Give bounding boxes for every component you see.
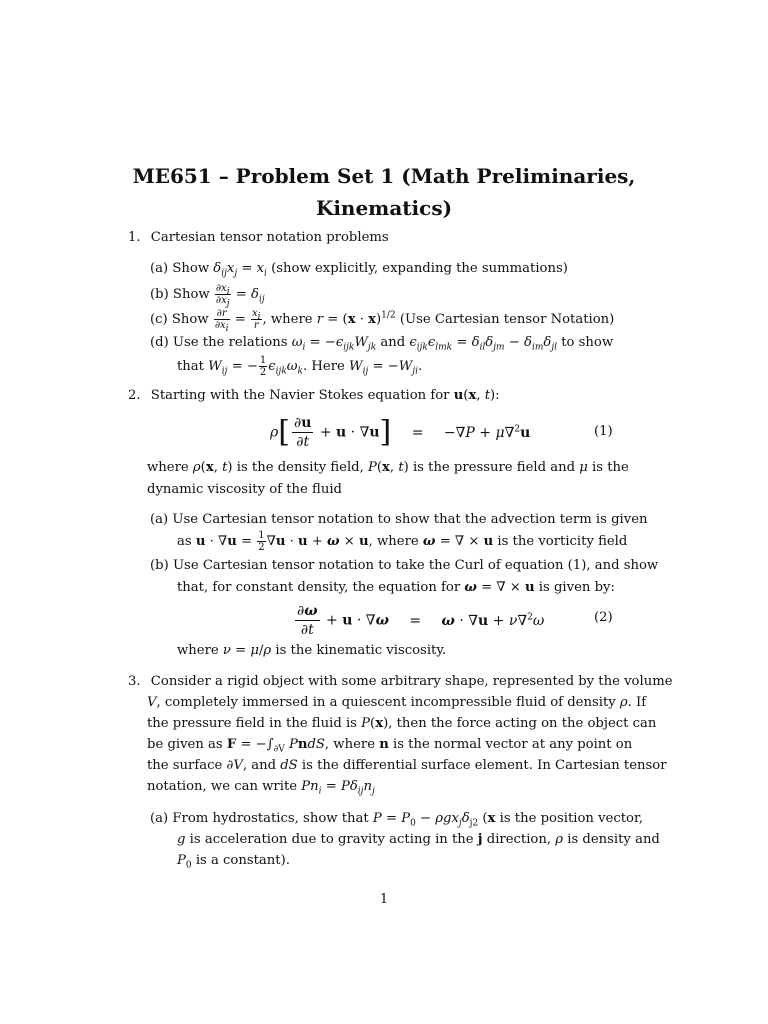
item-text: is the position vector, — [499, 811, 644, 826]
title-line-2: Kinematics) — [315, 196, 453, 220]
item-text: that — [177, 359, 204, 374]
problem-text: , where — [324, 737, 375, 752]
item-label: (b) — [150, 558, 169, 573]
item-text: that, for constant density, the equation for — [177, 580, 461, 595]
problem-text: . If — [627, 695, 647, 710]
equation-2: $\frac{\partial\omega}{\partial t}$ + u · ∇ω = ω · ∇u + ν∇$^2$ω — [297, 603, 545, 638]
problem-2-heading: 2. Starting with the Navier Stokes equation for u(x, t): — [128, 388, 500, 403]
item-text: From hydrostatics, show that — [172, 811, 369, 826]
problem-number: 1. — [128, 230, 141, 245]
item-text: Use Cartesian tensor notation to take the Curl of equation (1), and show — [172, 558, 659, 573]
problem-3-line2: V, completely immersed in a quiescent incompressible fluid of density ρ. If — [147, 695, 647, 710]
item-label: (a) — [150, 261, 169, 276]
item-text: (show explicitly, expanding the summations) — [271, 261, 568, 276]
page-title — [120, 160, 648, 224]
problem-2b-viscosity: where ν = μ/ρ is the kinematic viscosity. — [177, 643, 447, 658]
problem-text: the surface — [147, 758, 223, 773]
problem-2a — [150, 510, 648, 530]
page-number: 1 — [379, 892, 389, 907]
problem-1c: (c) Show $\frac{\partial r}{\partial x_i}$ = $\frac{x_i}{r}$ , where $r = (x \cdot x)^{1/2}$ (Use Cartesian tensor Notation) — [150, 308, 615, 334]
item-label: (a) — [150, 512, 169, 527]
problem-3-line1 — [128, 672, 673, 692]
item-text: is the vorticity field — [497, 534, 628, 549]
equation-1-number: (1) — [594, 424, 613, 439]
problem-3-line5: the surface ∂V, and dS is the differential surface element. In Cartesian tensor — [147, 758, 667, 773]
problem-3-line4: be given as $F = -\int_{\partial V}$ PndS, where n is the normal vector at any point on — [147, 737, 633, 755]
problem-2b — [150, 556, 658, 576]
problem-2a-line2: as u · ∇u = $\frac{1}{2}$ ∇u · u + ω × u, where ω = ∇ × u is the vorticity field — [177, 530, 628, 553]
problem-number: 2. — [128, 388, 141, 403]
item-text: is the kinematic viscosity. — [275, 643, 447, 658]
problem-3a-line3: $P_0$ is a constant). — [177, 853, 290, 871]
equation-2-number: (2) — [594, 610, 613, 625]
problem-3-line3: the pressure field in the fluid is P(x), then the force acting on the object can — [147, 716, 657, 731]
problem-2b-line2: that, for constant density, the equation for ω = ∇ × u is given by: — [177, 580, 615, 595]
problem-1b: (b) Show $\frac{\partial x_i}{\partial x_j}$ = $\delta_{ij}$ — [150, 283, 265, 309]
problem-1d: (d) Use the relations $\omega_i = -\epsilon_{ijk}W_{jk}$ and $\epsilon_{ijk}\epsilon_{lmk} = \delta_{il}\delta_{jm} - \delta_{im}\delta_{jl}$ to show — [150, 335, 614, 353]
problem-1-heading — [128, 228, 389, 248]
item-text: is a constant). — [195, 853, 290, 868]
problem-2-where-line2: dynamic viscosity of the fluid — [147, 482, 342, 497]
problem-3a: (a) From hydrostatics, show that $P = P_0 - \rho gx_j\delta_{j2}$ (x is the position vector, — [150, 811, 644, 829]
problem-text: Cartesian tensor notation problems — [150, 230, 389, 245]
item-label: (c) — [150, 312, 168, 327]
problem-text: is the differential surface element. In Cartesian tensor — [301, 758, 667, 773]
item-text: is acceleration due to gravity acting in the — [189, 832, 474, 847]
problem-text: the pressure field in the fluid is — [147, 716, 357, 731]
problem-text: Starting with the Navier Stokes equation for — [150, 388, 450, 403]
title-line-1: ME651 – Problem Set 1 (Math Preliminaries, — [132, 164, 636, 188]
problem-1a: (a) Show $\delta_{ij}x_j = x_i$ (show explicitly, expanding the summations) — [150, 261, 568, 279]
problem-text: is the normal vector at any point on — [393, 737, 633, 752]
item-text: to show — [561, 335, 614, 350]
problem-text: Consider a rigid object with some arbitrary shape, represented by the volume — [150, 674, 673, 689]
problem-text: , then the force acting on the object can — [388, 716, 657, 731]
problem-text: notation, we can write — [147, 779, 298, 794]
item-text: Use Cartesian tensor notation to show that the advection term is given — [172, 512, 648, 527]
problem-3a-line2: g is acceleration due to gravity acting in the j direction, ρ is density and — [177, 832, 660, 847]
problem-3-line6: notation, we can write $Pn_i = P\delta_{ij}n_j$ — [147, 779, 375, 797]
item-label: (d) — [150, 335, 169, 350]
problem-number: 3. — [128, 674, 141, 689]
item-text: is given by: — [538, 580, 615, 595]
item-text: is density and — [567, 832, 660, 847]
problem-text: , and — [242, 758, 277, 773]
item-label: (b) — [150, 287, 169, 302]
item-text: direction, — [486, 832, 552, 847]
problem-2-where: where ρ(x, t) is the density field, P(x, t) is the pressure field and μ is the — [147, 460, 629, 475]
equation-1: ρ[ $\frac{\partial u}{\partial t}$ + u · ∇u] = −∇P + μ∇$^2$u — [270, 414, 531, 450]
problem-1d-line2: that $W_{ij}$ = − $\frac{1}{2}$ $\epsilon_{ijk}\omega_k$. Here $W_{ij} = -W_{ji}$. — [177, 355, 423, 378]
problem-text: , completely immersed in a quiescent incompressible fluid of density — [156, 695, 616, 710]
item-label: (a) — [150, 811, 169, 826]
item-text: (Use Cartesian tensor Notation) — [399, 312, 615, 327]
problem-text: be given as — [147, 737, 223, 752]
